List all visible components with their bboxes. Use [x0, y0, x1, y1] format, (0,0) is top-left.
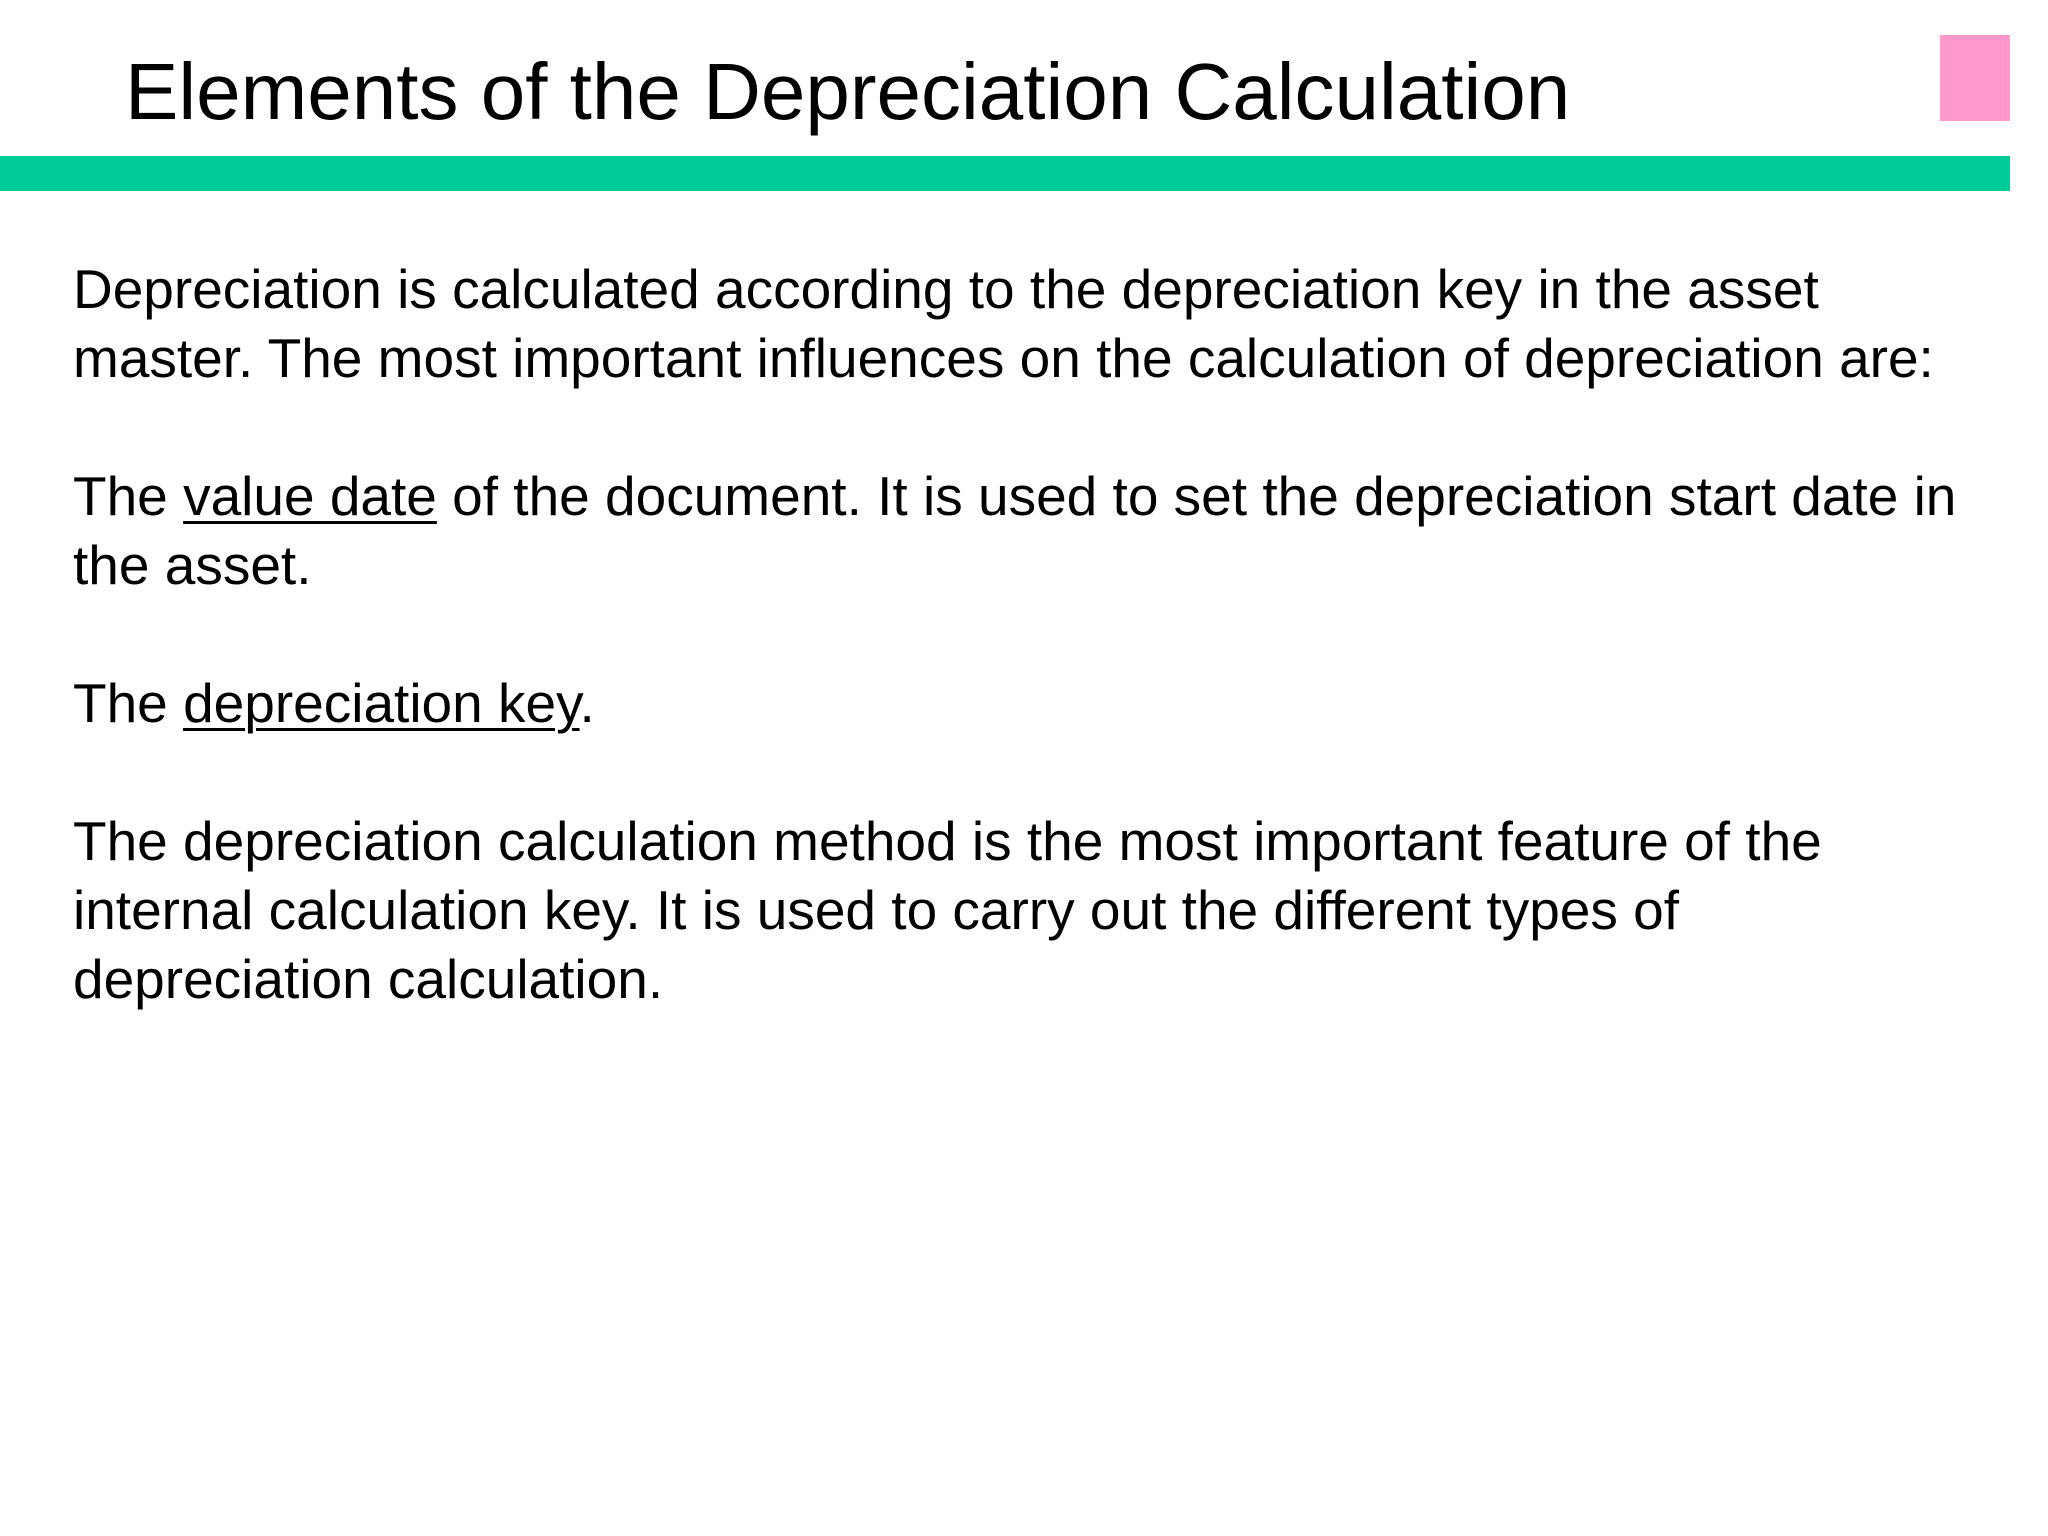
- depreciation-key-prefix: The: [73, 672, 184, 734]
- slide-title: Elements of the Depreciation Calculation: [125, 47, 1571, 136]
- depreciation-key-term: depreciation key: [183, 672, 580, 734]
- value-date-paragraph: [73, 462, 1973, 600]
- depreciation-key-suffix: .: [579, 672, 595, 734]
- value-date-prefix: The: [73, 465, 184, 527]
- value-date-suffix: of the document. It is used to set the depreciation start date in the asset.: [73, 465, 1957, 596]
- slide-body: [73, 255, 1973, 1014]
- intro-paragraph: Depreciation is calculated according to the depreciation key in the asset master. The most important influences on the calculation of depreciation are:: [73, 258, 1934, 389]
- accent-square: [1940, 35, 2010, 121]
- value-date-term: value date: [183, 465, 437, 527]
- depreciation-key-paragraph: [73, 669, 1973, 738]
- method-paragraph: The depreciation calculation method is the most important feature of the internal calculation key. It is used to carry out the different types of depreciation calculation.: [73, 810, 1822, 1010]
- title-divider: [0, 156, 2010, 191]
